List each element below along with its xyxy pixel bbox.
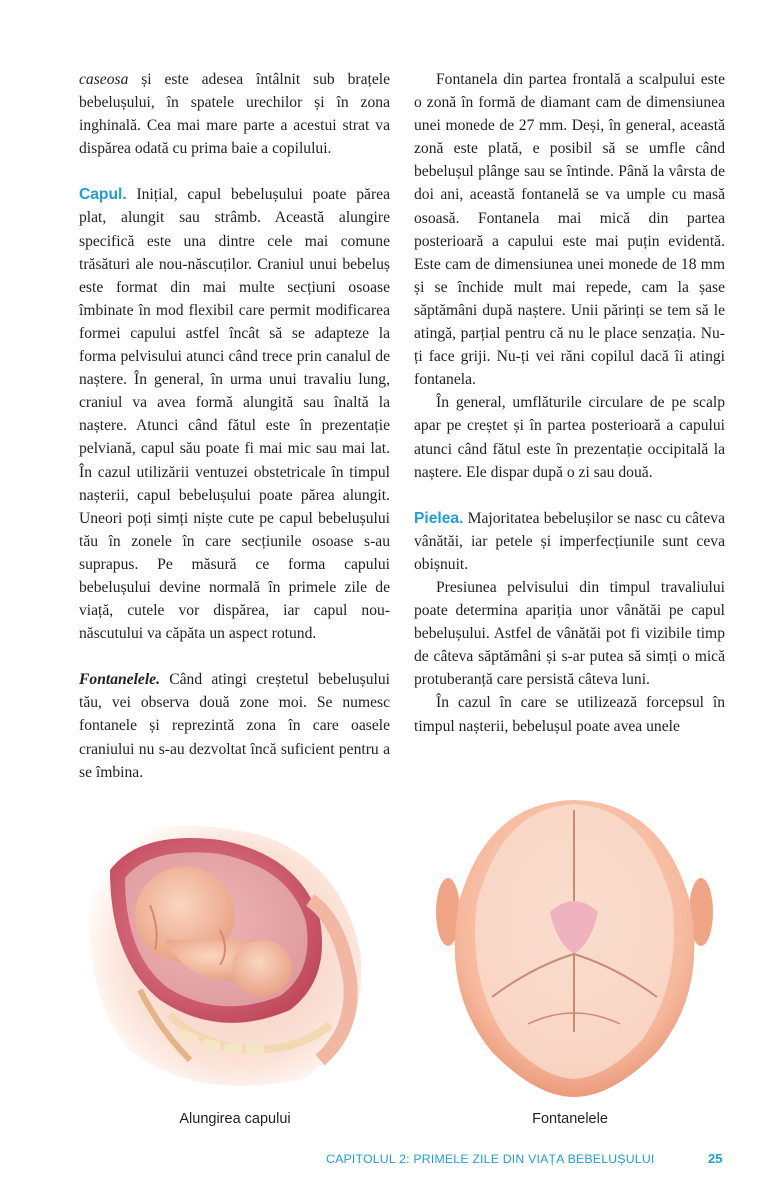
- paragraph-vernix: [79, 68, 390, 160]
- pielea-text: Majoritatea bebelușilor se nasc cu câteva vânătăi, iar petele și imperfecțiunile sunt ceva obișnuit.: [414, 509, 725, 573]
- paragraph-umflaturi: În general, umflăturile circulare de pe scalp apar pe creștet și în partea posterioară a capului atunci când fătul este în prezentație occipitală la naștere. Ele dispar după o zi sau două.: [414, 394, 725, 481]
- left-text-column: [79, 68, 390, 784]
- capul-text: Inițial, capul bebelușului poate părea plat, alungit sau strâmb. Această alungire specifică este una dintre cele mai comune trăsături ale nou-născuților. Craniul unui bebeluș este format din mai multe secțiuni osoase îmbinate în mod flexibil care permit modificarea formei capului astfel încât să se adapteze la forma pelvisului atunci când trece prin canalul de naștere. În general, în urma unui travaliu lung, craniul va avea formă alungită sau înaltă la naștere. Atunci când fătul este în prezentație pelviană, capul său poate fi mai mic sau mai lat. În cazul utilizării ventuzei obstetricale în timpul nașterii, capul bebelușului poate părea alungit. Uneori poți simți niște cute pe capul bebelușului tău în zonele în care secțiunile osoase s-au suprapus. Pe măsură ce forma capului bebelușului devine normală în primele zile de viață, cutele vor dispărea, iar capul nou-născutului va căpăta un aspect rotund.: [79, 186, 390, 643]
- vernix-text: și este adesea întâlnit sub brațele bebelușului, în spatele urechilor și în zona inghinală. Cea mai mare parte a acestui strat va dispărea odată cu prima baie a copilului.: [79, 71, 390, 158]
- head-elongation-illustration: [70, 810, 370, 1090]
- figure-caption-left: Alungirea capului: [179, 1111, 291, 1127]
- section-heading-fontanele: Fontanelele.: [79, 671, 160, 689]
- paragraph-fontanela-frontala: Fontanela din partea frontală a scalpului este o zonă în formă de diamant cam de dimensiunea unei monede de 27 mm. Deși, în general, această zonă este plată, e posibil să se umfle când bebelușul plânge sau se întinde. Până la vârsta de doi ani, această fontanelă se va umple cu masă osoasă. Fontanela mai mică din partea posterioară a capului este mai puțin evidentă. Este cam de dimensiunea unei monede de 18 mm și se închide mult mai repede, cam la șase săptămâni după naștere. Unii părinți se tem să le atingă, parțial pentru că nu le place senzația. Nu-ți face griji. Nu-ți vei răni copilul dacă îi atingi fontanela.: [414, 71, 725, 389]
- right-text-column: [414, 68, 725, 738]
- paragraph-pielea: [414, 507, 725, 576]
- chapter-footer: CAPITOLUL 2: PRIMELE ZILE DIN VIAȚA BEBELUȘULUI: [326, 1152, 655, 1166]
- fontanels-illustration: [432, 792, 717, 1102]
- section-heading-pielea: Pielea.: [414, 509, 464, 527]
- paragraph-capul: [79, 183, 390, 645]
- vernix-term: caseosa: [79, 71, 129, 88]
- paragraph-forceps: În cazul în care se utilizează forcepsul în timpul nașterii, bebelușul poate avea unele: [414, 694, 725, 735]
- section-heading-capul: Capul.: [79, 186, 127, 204]
- figure-caption-right: Fontanelele: [532, 1111, 608, 1127]
- fontanele-text: Când atingi creștetul bebelușului tău, vei observa două zone moi. Se numesc fontanele și reprezintă zona în care oasele craniului nu s-au dezvoltat încă suficient pentru a se îmbina.: [79, 671, 390, 781]
- page-number: 25: [708, 1151, 723, 1166]
- paragraph-fontanele: [79, 668, 390, 783]
- paragraph-presiune: Presiunea pelvisului din timpul travaliului poate determina apariția unor vânătăi pe capul bebelușului. Astfel de vânătăi pot fi vizibile timp de câteva săptămâni și s-ar putea să simți o mică protuberanță care persistă câteva luni.: [414, 578, 725, 689]
